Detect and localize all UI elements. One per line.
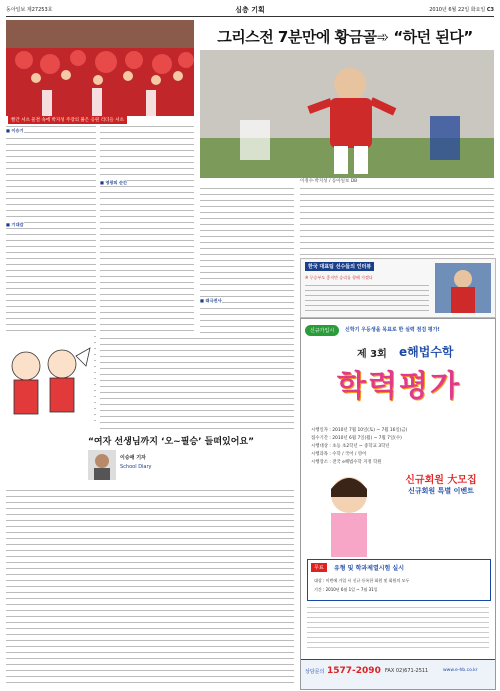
column-label: School Diary (120, 464, 152, 470)
column-author-box (88, 450, 188, 482)
column-body (6, 488, 294, 688)
interview-box (300, 258, 496, 318)
headline: 그리스전 7분만에 황금골➾ “하던 된다” (217, 28, 473, 46)
page-header (6, 4, 494, 17)
ad-slogan: 신학기 우등생을 목표로 한 실력 점검 평가! (345, 327, 440, 333)
player-thumbnail (435, 263, 491, 313)
interview-box-title: 한국 대표팀 선수들의 인터뷰 (305, 262, 374, 271)
ad-brand: e해법수학 (399, 345, 454, 359)
subhead: ■ 태극전사 (200, 298, 222, 303)
interview-box-note: ※ 무승부도 좋지만 승리를 향해 가겠다 (305, 275, 373, 280)
ad-event-box (307, 559, 491, 601)
ad-event-tag: 무료 (311, 563, 327, 572)
ad-round: 제 3회 (357, 349, 387, 360)
issue-date: 2010년 6월 22일 화요일 C3 (429, 7, 494, 13)
article-body-col4 (300, 186, 494, 256)
ad-badge: 신규가입시 (305, 325, 339, 336)
masthead: 동아일보 제27253호 (6, 7, 53, 13)
ad-phone-label: 상담문의 (305, 669, 325, 675)
author-photo (88, 450, 116, 480)
column-body-top (100, 336, 294, 430)
ad-phone[interactable]: 1577-2090 (327, 666, 381, 676)
ad-recruit-1: 신규회원 大모집 (405, 475, 477, 486)
subhead: ■ 영광의 순간 (100, 180, 128, 185)
column-author: 이승애 기자 (120, 455, 146, 461)
ad-event-dates: 기간 : 2010년 6월 1일 ~ 7월 31일 (314, 587, 378, 592)
column-title: “여자 선생님까지 ‘오~필승’ 들떠있어요” (88, 437, 255, 447)
photo1-caption: 빨간 셔츠 물결 속에 박지성 주장의 붉은 응원 리더들 셔츠 (8, 116, 127, 124)
photo2-caption: 이정수·박지성 / 동아일보 DB (300, 179, 358, 184)
section-title: 심층 기획 (235, 6, 265, 14)
subhead: ■ 이승기 (6, 128, 24, 133)
crowd-photo (6, 20, 194, 116)
ad-footer (301, 659, 495, 690)
ad-child-photo (309, 467, 389, 557)
ad-website-link[interactable]: www.e-hb.co.kr (443, 668, 478, 673)
ad-info: 시행일자 : 2010년 7월 10일(토) ~ 7월 16일(금) 접수기간 : 2010년 6월 7일(월) ~ 7월 7일(수) 시행대상 : 초등 초2학년 ~ 중학교 3학년 시행과목 : 수학 / 국어 / 영어 시행장소 : 전국 e해법수학 지정 학원 (311, 428, 408, 465)
ad-recruit-banner (391, 471, 491, 496)
ad-fax: FAX 02)671-2511 (385, 668, 429, 674)
cartoon-illustration (6, 336, 94, 432)
ad-event-note: 대상 : 이번에 가입 시 신규 등록한 회원 및 회원의 모두 (314, 578, 410, 583)
ad-event-text: 유형 및 학과제열시험 실시 (334, 565, 405, 572)
ad-e-haebeop-math[interactable] (300, 318, 496, 690)
subhead: ■ 기대감 (6, 222, 24, 227)
ad-recruit-2: 신규회원 특별 이벤트 (408, 487, 474, 495)
ad-branches (307, 605, 489, 651)
player-photo (200, 50, 494, 178)
ad-title: 학력평가 (337, 369, 461, 404)
